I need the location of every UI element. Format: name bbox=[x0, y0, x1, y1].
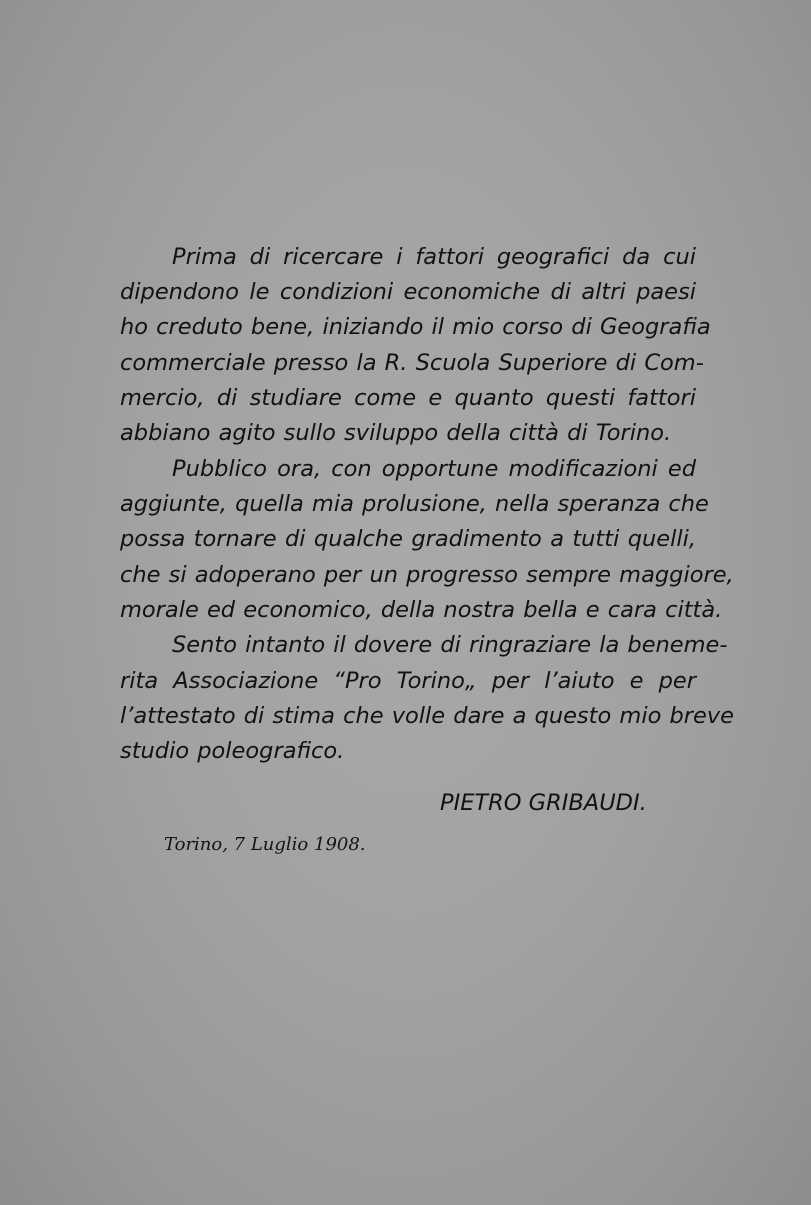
text-line: dipendono le condizioni economiche di altri paesi bbox=[120, 279, 696, 305]
text-line: rita Associazione “Pro Torino„ per l’aiuto e per bbox=[120, 668, 696, 694]
text-line: mercio, di studiare come e quanto questi fattori bbox=[120, 385, 696, 411]
text-line: ho creduto bene, iniziando il mio corso di Geografia bbox=[120, 314, 711, 340]
text-line: che si adoperano per un progresso sempre maggiore, bbox=[120, 562, 734, 588]
text-line: commerciale presso la R. Scuola Superiore di Com- bbox=[120, 350, 704, 376]
text-line: Prima di ricercare i fattori geografici da cui bbox=[172, 244, 696, 270]
text-line: Pubblico ora, con opportune modificazioni ed bbox=[172, 456, 696, 482]
text-line: studio poleografico. bbox=[120, 738, 345, 764]
text-line: aggiunte, quella mia prolusione, nella speranza che bbox=[120, 491, 709, 517]
text-line: l’attestato di stima che volle dare a questo mio breve bbox=[120, 703, 735, 729]
text-line: morale ed economico, della nostra bella e cara città. bbox=[120, 597, 723, 623]
text-line: Sento intanto il dovere di ringraziare la beneme- bbox=[172, 632, 728, 658]
text-line: possa tornare di qualche gradimento a tutti quelli, bbox=[120, 526, 696, 552]
author-signature: PIETRO GRIBAUDI. bbox=[440, 790, 647, 816]
text-line: abbiano agito sullo sviluppo della città di Torino. bbox=[120, 420, 672, 446]
place-date: Torino, 7 Luglio 1908. bbox=[164, 834, 366, 855]
